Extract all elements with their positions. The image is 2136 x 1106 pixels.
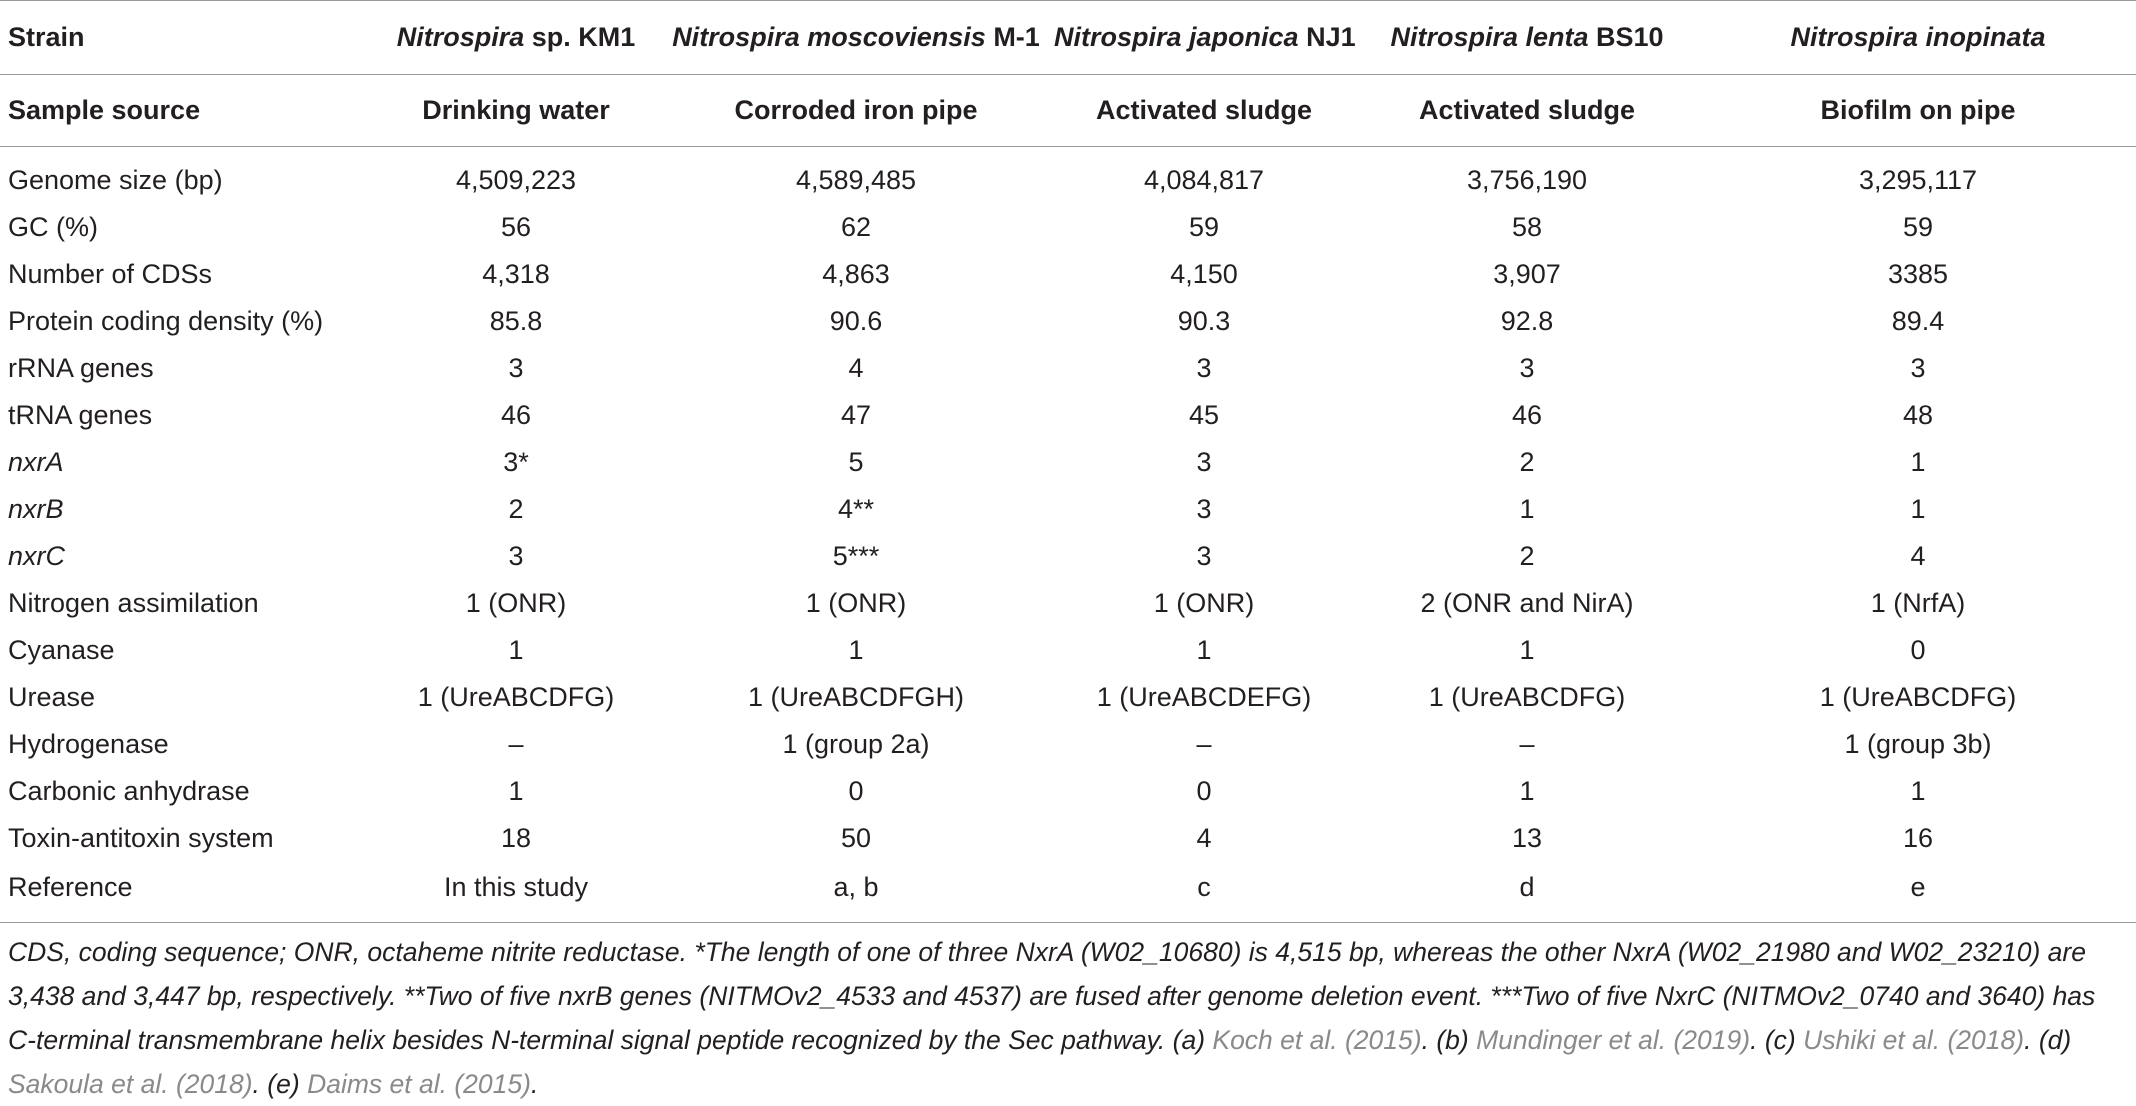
caption-ref-tag: (c) [1764,1025,1796,1055]
table-cell: 1 (UreABCDEFG) [1096,682,1312,712]
table-row [0,674,2136,721]
table-cell: 1 [1519,494,1535,524]
table-cell: 4,863 [822,259,890,289]
table-row [0,721,2136,768]
caption-ref-tag: (b) [1436,1025,1469,1055]
strain-genus: Nitrospira lenta [1390,22,1589,52]
strain-genus: Nitrospira moscoviensis [672,22,986,52]
table-cell: 3 [1196,541,1212,571]
table-cell: 4,589,485 [795,165,917,195]
row-label: Genome size (bp) [8,165,223,195]
table-cell: 1 (group 2a) [782,729,930,759]
table-cell: 90.3 [1177,306,1231,336]
table-cell: 4 [1910,541,1926,571]
table-cell: 5 [848,447,864,477]
sample-source-cell: Drinking water [366,75,658,147]
table-cell: 46 [1511,400,1543,430]
table-cell: 1 (ONR) [465,588,567,618]
table-cell: 1 (NrfA) [1870,588,1966,618]
caption-reference: (c) Ushiki et al. (2018). [1764,1025,2032,1055]
row-label: GC (%) [8,212,98,242]
row-label: rRNA genes [8,353,154,383]
table-caption [8,930,2128,1106]
sample-source-cell: Activated sludge [1354,75,1692,147]
caption-reference: (d) Sakoula et al. (2018). [8,1025,2072,1099]
table-row [0,147,2136,205]
table-row [0,251,2136,298]
table-cell: 3 [508,541,524,571]
table-cell: 5*** [832,541,880,571]
strain-genus: Nitrospira japonica [1054,22,1299,52]
sample-source-cell: Corroded iron pipe [658,75,1046,147]
table-cell: – [1196,729,1212,759]
row-label: Number of CDSs [8,259,213,289]
caption-ref-link[interactable]: Sakoula et al. (2018) [8,1069,253,1099]
table-cell: 89.4 [1891,306,1945,336]
caption-reference: (a) Koch et al. (2015). [1172,1025,1429,1055]
table-cell: 1 [1910,447,1926,477]
table-cell: d [1354,862,1692,923]
table-header-row [0,1,2136,75]
table-cell: 59 [1902,212,1934,242]
table-cell: 85.8 [489,306,543,336]
table-cell: 3 [1196,494,1212,524]
table-cell: 2 [1519,541,1535,571]
table-cell: 2 (ONR and NirA) [1420,588,1634,618]
table-cell: – [1519,729,1535,759]
table-row [0,439,2136,486]
table-cell: 1 [848,635,864,665]
table-cell: 1 [1519,776,1535,806]
table-cell: 1 (UreABCDFG) [417,682,615,712]
table-cell: 4** [837,494,875,524]
table-row [0,768,2136,815]
table-cell: 2 [508,494,524,524]
table-cell: 16 [1902,823,1934,853]
caption-ref-link[interactable]: Koch et al. (2015) [1212,1025,1422,1055]
table-cell: e [1692,862,2136,923]
table-cell: 46 [500,400,532,430]
table-row [0,392,2136,439]
table-cell: 1 [508,635,524,665]
caption-ref-tag: (e) [267,1069,300,1099]
row-label: Nitrogen assimilation [8,588,259,618]
table-cell: 1 (UreABCDFG) [1428,682,1626,712]
strain-suffix: NJ1 [1298,22,1356,52]
caption-ref-link[interactable]: Mundinger et al. (2019) [1476,1025,1751,1055]
strain-header [1354,1,1692,75]
strain-header [366,1,658,75]
table-cell: 4,318 [482,259,550,289]
table-cell: 3,756,190 [1466,165,1588,195]
table-cell: 50 [840,823,872,853]
table-cell: – [508,729,524,759]
header-label: Strain [0,1,366,75]
table-row [0,627,2136,674]
table-cell: 18 [500,823,532,853]
table-cell: 3 [508,353,524,383]
table-row [0,486,2136,533]
table-cell: 0 [848,776,864,806]
caption-ref-link[interactable]: Daims et al. (2015) [307,1069,531,1099]
strain-header [1046,1,1354,75]
table-cell: 1 (ONR) [805,588,907,618]
table-cell: 45 [1188,400,1220,430]
table-row [0,862,2136,923]
strain-header [658,1,1046,75]
row-label: tRNA genes [8,400,153,430]
row-label: Toxin-antitoxin system [8,823,274,853]
table-cell: 1 [1910,776,1926,806]
table-cell: 3,295,117 [1858,165,1978,195]
table-cell: 47 [840,400,872,430]
table-row [0,298,2136,345]
table-cell: 90.6 [829,306,883,336]
caption-ref-tag: (d) [2038,1025,2072,1055]
sample-source-row [0,75,2136,147]
row-label: Hydrogenase [8,729,169,759]
table-cell: 4,084,817 [1143,165,1265,195]
table-cell: 3385 [1887,259,1949,289]
table-cell: 3 [1196,353,1212,383]
sample-source-cell: Biofilm on pipe [1692,75,2136,147]
row-label: nxrB [8,494,64,524]
table-cell: 1 (ONR) [1153,588,1255,618]
table-cell: 92.8 [1500,306,1554,336]
row-label: Protein coding density (%) [8,306,324,336]
table-cell: In this study [366,862,658,923]
table-cell: 1 [1910,494,1926,524]
row-label: Cyanase [8,635,115,665]
table-cell: 48 [1902,400,1934,430]
sample-source-label: Sample source [0,75,366,147]
table-cell: 4,509,223 [455,165,577,195]
table-cell: 3,907 [1493,259,1561,289]
sample-source-cell: Activated sludge [1046,75,1354,147]
strain-suffix: M-1 [985,22,1040,52]
table-body [0,147,2136,923]
strain-suffix: BS10 [1588,22,1664,52]
table-cell: c [1046,862,1354,923]
row-label: Carbonic anhydrase [8,776,250,806]
table-cell: 3* [503,447,529,477]
table-cell: 1 (group 3b) [1844,729,1992,759]
caption-reference: (b) Mundinger et al. (2019). [1436,1025,1758,1055]
row-label: nxrC [8,541,66,571]
table-cell: 0 [1910,635,1926,665]
table-row [0,815,2136,862]
table-row [0,345,2136,392]
table-cell: 4 [1196,823,1212,853]
table-cell: 4 [848,353,864,383]
strain-genus: Nitrospira [396,22,525,52]
row-label: Reference [0,862,366,923]
table-cell: 1 [508,776,524,806]
table-cell: 13 [1511,823,1543,853]
table-cell: 3 [1910,353,1926,383]
table-cell: a, b [658,862,1046,923]
caption-ref-link[interactable]: Ushiki et al. (2018) [1803,1025,2025,1055]
strain-header [1692,1,2136,75]
table-cell: 59 [1188,212,1220,242]
table-cell: 1 (UreABCDFGH) [747,682,964,712]
table-row [0,580,2136,627]
table-cell: 3 [1519,353,1535,383]
table-cell: 58 [1511,212,1543,242]
table-cell: 1 (UreABCDFG) [1819,682,2017,712]
table-cell: 62 [840,212,872,242]
table-cell: 2 [1519,447,1535,477]
table-row [0,533,2136,580]
strain-genus: Nitrospira inopinata [1790,22,2046,52]
caption-reference: (e) Daims et al. (2015). [267,1069,539,1099]
strain-suffix: sp. KM1 [524,22,636,52]
table-cell: 56 [500,212,532,242]
table-cell: 3 [1196,447,1212,477]
caption-ref-tag: (a) [1172,1025,1206,1055]
table-cell: 4,150 [1170,259,1238,289]
row-label: nxrA [8,447,64,477]
row-label: Urease [8,682,96,712]
table-cell: 0 [1196,776,1212,806]
table-row [0,204,2136,251]
caption-text: CDS, coding sequence; ONR, octaheme nitrite reductase. *The length of one of three NxrA (W02_10680) is 4,515 bp, whereas the other NxrA (W02_21980 and W02_23210) are 3,438 and 3,447 bp, respectively. **Two of five nxrB genes (NITMOv2_4533 and 4537) are fused after genome deletion event. ***Two of five NxrC (NITMOv2_0740 and 3640) has C-terminal transmembrane helix besides N-terminal signal peptide recognized by the Sec pathway. [8,937,2096,1055]
table-cell: 1 [1196,635,1212,665]
table-cell: 1 [1519,635,1535,665]
